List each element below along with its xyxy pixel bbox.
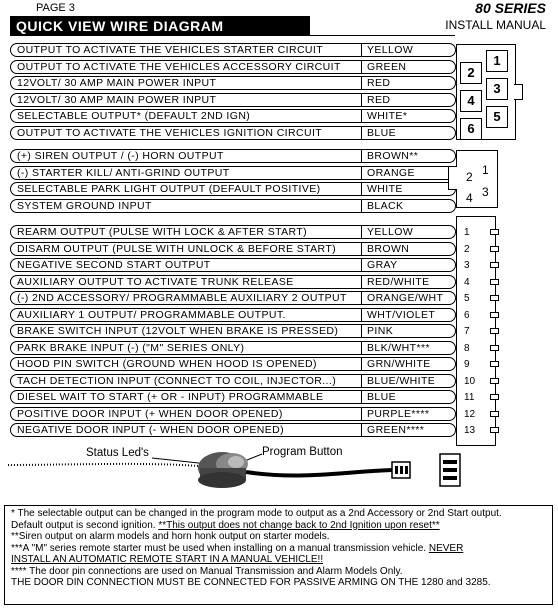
wire-description: POSITIVE DOOR INPUT (+ WHEN DOOR OPENED) xyxy=(17,407,283,420)
wire-row xyxy=(10,423,456,437)
row-divider xyxy=(361,342,362,354)
pin-slot xyxy=(490,411,499,417)
wire-row xyxy=(10,109,456,123)
pin-number: 3 xyxy=(464,260,470,271)
pin-number: 10 xyxy=(464,375,476,387)
wire-row xyxy=(10,291,456,305)
wire-color: BLUE/WHITE xyxy=(367,374,436,387)
row-divider xyxy=(361,167,362,179)
wire-row xyxy=(10,225,456,239)
wire-row xyxy=(10,258,456,272)
note-4: **** The door pin connections are used on Manual Transmission and Alarm Models Only. xyxy=(11,565,403,577)
wire-color: BLACK xyxy=(367,199,404,212)
pin-slot xyxy=(490,427,499,433)
wire-description: SELECTABLE OUTPUT* (DEFAULT 2ND IGN) xyxy=(17,110,251,122)
wire-row xyxy=(10,199,456,213)
status-led-label: Status Led's xyxy=(86,447,149,459)
pin-number: 13 xyxy=(464,425,476,436)
wire-row xyxy=(10,324,456,338)
wire-description: NEGATIVE DOOR INPUT (- WHEN DOOR OPENED) xyxy=(17,424,285,436)
wire-row xyxy=(10,374,456,388)
pin-number: 2 xyxy=(464,243,470,255)
c2-pin-2: 2 xyxy=(466,170,473,184)
wire-color: GRN/WHITE xyxy=(367,358,431,370)
program-button-label: Program Button xyxy=(262,446,343,458)
row-divider xyxy=(361,44,362,56)
wire-description: OUTPUT TO ACTIVATE THE VEHICLES ACCESSORY CIRCUIT xyxy=(17,60,341,73)
pin-number: 11 xyxy=(464,392,475,403)
wire-description: 12VOLT/ 30 AMP MAIN POWER INPUT xyxy=(17,93,217,106)
pin-5: 5 xyxy=(486,106,508,128)
pin-slot xyxy=(490,345,499,351)
note-1b: Default output is second ignition. **This output does not change back to 2nd Ignition upon reset** xyxy=(11,519,440,531)
pin-slot xyxy=(490,361,499,367)
c2-pin-4: 4 xyxy=(466,191,473,205)
row-divider xyxy=(361,243,362,255)
manual-label: INSTALL MANUAL xyxy=(445,18,546,32)
wire-color: PINK xyxy=(367,325,394,337)
wire-color: BLUE xyxy=(367,391,397,403)
wire-color: BLUE xyxy=(367,126,397,139)
row-divider xyxy=(361,358,362,370)
pin-slot xyxy=(490,246,499,252)
pin-number: 1 xyxy=(464,227,470,238)
wire-row xyxy=(10,182,456,196)
cable-socket xyxy=(440,454,460,486)
wire-color: PURPLE**** xyxy=(367,407,430,420)
pin-number: 6 xyxy=(464,309,470,321)
row-divider xyxy=(361,276,362,288)
wire-row xyxy=(10,126,456,140)
c2-pin-1: 1 xyxy=(482,163,489,177)
row-divider xyxy=(361,408,362,420)
series-label: 80 SERIES xyxy=(475,0,546,16)
row-divider xyxy=(361,150,362,162)
pin-number: 8 xyxy=(464,342,470,354)
wire-description: SYSTEM GROUND INPUT xyxy=(17,199,152,212)
pin-slot xyxy=(490,279,499,285)
wire-row xyxy=(10,166,456,180)
wire-description: NEGATIVE SECOND START OUTPUT xyxy=(17,259,211,271)
wire-description: REARM OUTPUT (PULSE WITH LOCK & AFTER START) xyxy=(17,226,308,238)
note-1: * The selectable output can be changed in the program mode to output as a 2nd Accessory or 2nd Start output. xyxy=(11,508,502,519)
wire-color: RED xyxy=(367,93,391,106)
pin-1: 1 xyxy=(486,50,508,72)
wire-color: WHITE* xyxy=(367,110,408,122)
pin-2: 2 xyxy=(460,62,482,84)
page-title: QUICK VIEW WIRE DIAGRAM xyxy=(10,16,310,35)
pin-number: 5 xyxy=(464,293,470,304)
row-divider xyxy=(361,110,362,122)
wire-color: BLK/WHT*** xyxy=(367,341,430,354)
wire-description: (+) SIREN OUTPUT / (-) HORN OUTPUT xyxy=(17,150,224,162)
wire-description: 12VOLT/ 30 AMP MAIN POWER INPUT xyxy=(17,77,217,89)
pin-number: 12 xyxy=(464,408,476,420)
row-divider xyxy=(361,292,362,304)
pin-number: 9 xyxy=(464,359,470,370)
wire-description: (-) 2ND ACCESSORY/ PROGRAMMABLE AUXILIARY 2 OUTPUT xyxy=(17,292,347,304)
wire-color: RED/WHITE xyxy=(367,275,430,288)
wire-row xyxy=(10,93,456,107)
wire-color: BROWN xyxy=(367,242,410,255)
module-cable xyxy=(246,470,392,475)
status-led-wire xyxy=(8,464,198,466)
wire-description: PARK BRAKE INPUT (-) ("M" SERIES ONLY) xyxy=(17,341,245,354)
wire-row xyxy=(10,407,456,421)
pin-number: 4 xyxy=(464,276,470,288)
wire-row xyxy=(10,60,456,74)
pin-6: 6 xyxy=(460,118,482,140)
row-divider xyxy=(361,424,362,436)
row-divider xyxy=(361,127,362,139)
c2-pin-3: 3 xyxy=(482,185,489,199)
wire-color: ORANGE/WHT xyxy=(367,292,444,304)
wire-color: GREEN**** xyxy=(367,424,425,436)
note-5: THE DOOR DIN CONNECTION MUST BE CONNECTED FOR PASSIVE ARMING ON THE 1280 and 3285. xyxy=(11,577,491,588)
wire-row xyxy=(10,149,456,163)
pin-slot xyxy=(490,262,499,268)
cable-connector xyxy=(392,462,410,478)
wire-row xyxy=(10,43,456,57)
note-2: **Siren output on alarm models and horn honk output on starter models. xyxy=(11,531,330,542)
row-divider xyxy=(361,183,362,195)
wire-row xyxy=(10,341,456,355)
pin-number: 7 xyxy=(464,326,470,337)
connector-6pin-tab xyxy=(514,84,523,100)
connector-4pin-tab xyxy=(448,166,457,190)
row-divider xyxy=(361,94,362,106)
row-divider xyxy=(361,375,362,387)
row-divider xyxy=(361,309,362,321)
connector-4pin xyxy=(456,150,498,208)
wire-color: WHT/VIOLET xyxy=(367,308,436,321)
page-label: PAGE 3 xyxy=(36,2,75,14)
title-rule xyxy=(10,35,455,36)
wire-description: OUTPUT TO ACTIVATE THE VEHICLES STARTER CIRCUIT xyxy=(17,44,324,56)
wire-color: BROWN** xyxy=(367,150,419,162)
wire-row xyxy=(10,357,456,371)
note-3b: INSTALL AN AUTOMATIC REMOTE START IN A MANUAL VEHICLE!! xyxy=(11,554,324,565)
row-divider xyxy=(361,61,362,73)
notes-box xyxy=(4,505,553,605)
wire-description: AUXILIARY OUTPUT TO ACTIVATE TRUNK RELEASE xyxy=(17,275,294,288)
row-divider xyxy=(361,226,362,238)
pin-slot xyxy=(490,378,499,384)
wire-color: WHITE xyxy=(367,183,403,195)
wire-color: GREEN xyxy=(367,60,407,73)
pin-slot xyxy=(490,312,499,318)
wire-row xyxy=(10,76,456,90)
pin-slot xyxy=(490,295,499,301)
wire-color: RED xyxy=(367,77,391,89)
pin-slot xyxy=(490,229,499,235)
pin-4: 4 xyxy=(460,90,482,112)
wire-row xyxy=(10,242,456,256)
wire-description: OUTPUT TO ACTIVATE THE VEHICLES IGNITION CIRCUIT xyxy=(17,126,323,139)
note-3: ***A "M" series remote starter must be used when installing on a manual transmission vehicle. NEVER xyxy=(11,542,464,554)
row-divider xyxy=(361,77,362,89)
pin-3: 3 xyxy=(486,78,508,100)
wire-row xyxy=(10,275,456,289)
row-divider xyxy=(361,259,362,271)
module-body xyxy=(198,452,248,488)
wire-description: TACH DETECTION INPUT (CONNECT TO COIL, INJECTOR...) xyxy=(17,374,337,387)
row-divider xyxy=(361,325,362,337)
wire-description: BRAKE SWITCH INPUT (12VOLT WHEN BRAKE IS PRESSED) xyxy=(17,325,339,337)
wire-color: YELLOW xyxy=(367,226,414,238)
wire-description: DISARM OUTPUT (PULSE WITH UNLOCK & BEFORE START) xyxy=(17,242,337,255)
pin-slot xyxy=(490,328,499,334)
row-divider xyxy=(361,200,362,212)
pin-slot xyxy=(490,394,499,400)
wire-description: SELECTABLE PARK LIGHT OUTPUT (DEFAULT POSITIVE) xyxy=(17,183,321,195)
wire-row xyxy=(10,390,456,404)
wire-description: DIESEL WAIT TO START (+ OR - INPUT) PROGRAMMABLE xyxy=(17,391,324,403)
wire-description: HOOD PIN SWITCH (GROUND WHEN HOOD IS OPENED) xyxy=(17,358,317,370)
wire-color: ORANGE xyxy=(367,166,415,179)
wire-description: (-) STARTER KILL/ ANTI-GRIND OUTPUT xyxy=(17,166,230,179)
wire-color: GRAY xyxy=(367,259,398,271)
wire-description: AUXILIARY 1 OUTPUT/ PROGRAMMABLE OUTPUT. xyxy=(17,308,286,321)
row-divider xyxy=(361,391,362,403)
wire-row xyxy=(10,308,456,322)
wire-color: YELLOW xyxy=(367,44,414,56)
